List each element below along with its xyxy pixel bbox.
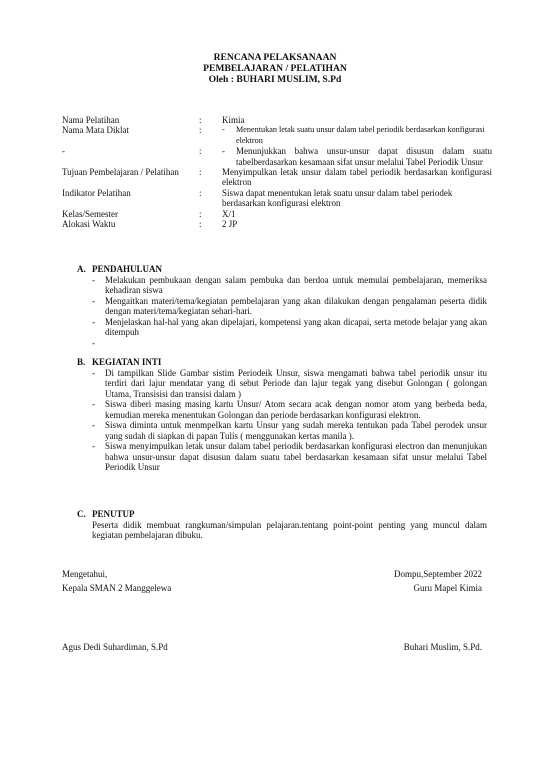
- row-indikator: [62, 188, 492, 209]
- colon: :: [199, 115, 202, 125]
- section-letter: B.: [77, 357, 86, 367]
- row-mata-diklat: [62, 125, 492, 146]
- doc-title-line2: PEMBELAJARAN / PELATIHAN: [203, 63, 347, 74]
- doc-author-line: Oleh : BUHARI MUSLIM, S.Pd: [208, 74, 342, 85]
- list-item: [92, 368, 487, 400]
- dash-marker: -: [92, 337, 95, 348]
- list-item-text: Siswa menyimpulkan letak unsur dalam tabel periodik berdasarkan konfigurasi electron dan menunjukan bahwa unsur-unsur dapat disusun dalam suatu tabel berdasarkan kesamaan sifat unsur melalui Tabel Periodik Unsur: [105, 441, 487, 472]
- dash-marker: -: [222, 125, 225, 135]
- label-kelas: Kelas/Semester: [62, 208, 118, 219]
- doc-title-line1: RENCANA PELAKSANAAN: [213, 52, 337, 63]
- section-title: PENDAHULUAN: [92, 264, 163, 274]
- colon: :: [199, 167, 202, 178]
- row-tujuan: [62, 167, 492, 188]
- colon: :: [199, 219, 202, 230]
- list-item-text: Di tampilkan Slide Gambar sistim Periodeik Unsur, siswa mengamati bahwa tabel periodik unsur itu terdiri dari lajur mendatar yang di sebut Periode dan lajur tegak yang disebut Golongan ( golongan Utama, Transisisi dan transisi dalam ): [105, 367, 487, 399]
- signature-name-row: [62, 642, 482, 652]
- list-item: [92, 317, 487, 338]
- closing-paragraph: Peserta didik membuat rangkuman/simpulan pelajaran.tentang point-point penting yang muncul dalam kegiatan pembelajaran dibuku.: [92, 519, 487, 540]
- section-heading: [77, 357, 487, 368]
- section-letter: A.: [77, 264, 86, 274]
- signature-header-row: [62, 569, 482, 579]
- value-kelas: X/1: [222, 208, 236, 219]
- value-mata-diklat: [222, 125, 492, 146]
- list-item: [92, 420, 487, 441]
- colon: :: [199, 125, 202, 136]
- section-title: PENUTUP: [92, 509, 135, 519]
- list-item: [222, 125, 492, 146]
- mata-diklat-item-1: Menentukan letak suatu unsur dalam tabel periodik berdasarkan konfigurasi elektron: [236, 125, 485, 145]
- label-tujuan: Tujuan Pembelajaran / Pelatihan: [62, 167, 179, 178]
- list-item-text: Mengaitkan materi/tema/kegiatan pembelajaran yang akan dilakukan dengan pengalaman peserta didik dengan materi/tema/kegiatan sehari-hari.: [105, 295, 487, 316]
- principal-role: Kepala SMAN 2 Manggelewa: [62, 583, 172, 593]
- label-indikator: Indikator Pelatihan: [62, 187, 131, 198]
- teacher-name: Buhari Muslim, S.Pd.: [403, 642, 482, 652]
- acknowledged-label: Mengetahui,: [62, 569, 108, 579]
- section-letter: C.: [77, 509, 86, 519]
- dash-marker: -: [92, 367, 95, 378]
- list-item: [92, 296, 487, 317]
- dash-marker: -: [92, 420, 95, 430]
- row-alokasi: [62, 219, 492, 229]
- colon: :: [199, 146, 202, 157]
- list-item-text: Menjelaskan hal-hal yang akan dipelajari, kompetensi yang akan dicapai, serta metode belajar yang akan ditempuh: [105, 316, 487, 337]
- list-item-text: Melakukan pembukaan dengan salam pembuka dan berdoa untuk memulai pembelajaran, memeriksa kehadiran siswa: [105, 274, 487, 295]
- value-tujuan: Menyimpulkan letak unsur dalam tabel periodik berdasarkan konfigurasi elektron: [222, 167, 492, 188]
- colon: :: [199, 187, 202, 198]
- dash-marker: -: [92, 274, 95, 285]
- value-dash-row: [222, 146, 492, 167]
- list-item-text: Siswa diberi masing masing kartu Unsur/ Atom secara acak dengan nomor atom yang berbeda beda, kemudian mereka menentukan Golongan dan periode berdasarkan konfigurasi elektron.: [105, 399, 487, 420]
- value-nama-pelatihan: Kimia: [222, 115, 245, 125]
- row-kelas: [62, 209, 492, 219]
- label-nama-pelatihan: Nama Pelatihan: [62, 115, 120, 125]
- section-heading: [77, 264, 487, 275]
- list-item: [92, 399, 487, 420]
- label-alokasi: Alokasi Waktu: [62, 219, 116, 230]
- signature-role-row: [62, 583, 482, 593]
- label-dash: -: [62, 146, 65, 157]
- principal-name: Agus Dedi Suhardiman, S.Pd: [62, 642, 168, 652]
- mata-diklat-item-2: Menunjukkan bahwa unsur-unsur dapat disusun dalam suatu tabelberdasarkan kesamaan sifat unsur melalui Tabel Periodik Unsur: [236, 146, 492, 167]
- row-dash: [62, 146, 492, 167]
- value-indikator: Siswa dapat menentukan letak suatu unsur dalam tabel periodek berdasarkan konfigurasi elektron: [222, 187, 453, 209]
- list-item-text: [105, 338, 487, 349]
- section-kegiatan-inti: [77, 357, 487, 473]
- section-penutup: [77, 509, 487, 541]
- dash-marker: -: [92, 316, 95, 327]
- section-pendahuluan: [77, 264, 487, 348]
- list-item: [92, 338, 487, 349]
- identity-table: [62, 115, 492, 229]
- dash-marker: -: [92, 399, 95, 409]
- list-item: [92, 275, 487, 296]
- list-item-text: Siswa diminta untuk menmpelkan kartu Unsur yang sudah mereka tentukan pada Tabel perodek unsur yang sudah di siapkan di papan Tulis ( menggunakan kertas manila ).: [105, 420, 487, 441]
- section-heading: [77, 509, 487, 520]
- list-item: [92, 441, 487, 473]
- section-title: KEGIATAN INTI: [92, 357, 162, 367]
- dash-marker: -: [222, 146, 225, 157]
- list-item: [222, 146, 492, 167]
- teacher-role: Guru Mapel Kimia: [413, 583, 482, 593]
- dash-marker: -: [92, 295, 95, 306]
- label-mata-diklat: Nama Mata Diklat: [62, 125, 129, 136]
- place-date: Dompu,September 2022: [394, 569, 482, 579]
- dash-marker: -: [92, 441, 95, 451]
- colon: :: [199, 208, 202, 219]
- row-nama-pelatihan: [62, 115, 492, 125]
- value-alokasi: 2 JP: [222, 219, 238, 230]
